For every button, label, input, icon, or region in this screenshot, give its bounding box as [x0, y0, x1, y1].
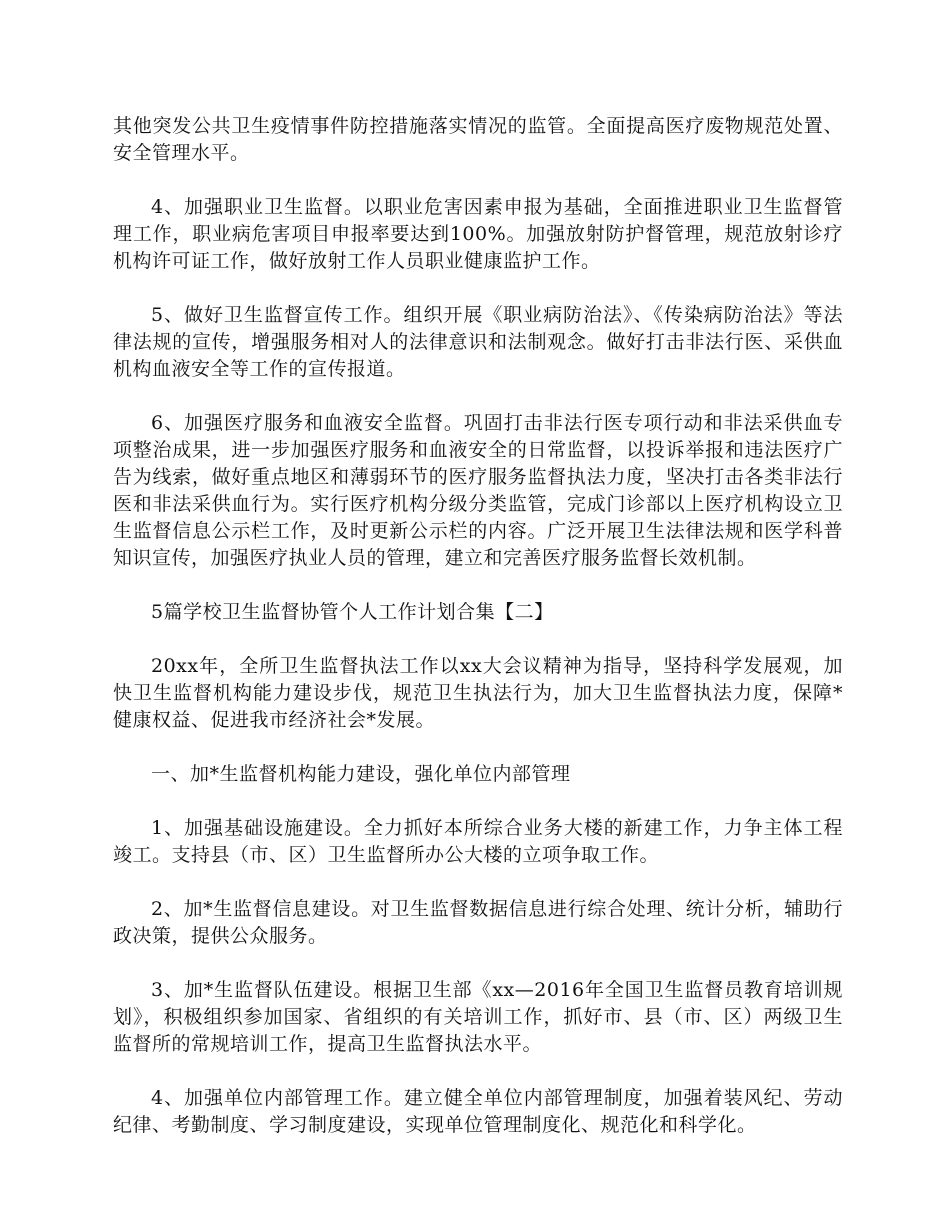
- section-heading: 5篇学校卫生监督协管个人工作计划合集【二】: [151, 601, 554, 623]
- paragraph-6: 20xx年，全所卫生监督执法工作以xx大会议精神为指导，坚持科学发展观，加快卫生监督机构能力建设步伐，规范卫生执法行为，加大卫生监督执法力度，保障*健康权益、促进我市经济社会*发展。: [113, 655, 843, 731]
- paragraph-1: 其他突发公共卫生疫情事件防控措施落实情况的监管。全面提高医疗废物规范处置、安全管理水平。: [113, 115, 843, 164]
- paragraph-11: 4、加强单位内部管理工作。建立健全单位内部管理制度，加强着装风纪、劳动纪律、考勤制度、学习制度建设，实现单位管理制度化、规范化和科学化。: [113, 1087, 843, 1136]
- paragraph-8: 1、加强基础设施建设。全力抓好本所综合业务大楼的新建工作，力争主体工程竣工。支持县（市、区）卫生监督所办公大楼的立项争取工作。: [113, 817, 843, 866]
- paragraph-2: 4、加强职业卫生监督。以职业危害因素申报为基础，全面推进职业卫生监督管理工作，职业病危害项目申报率要达到100%。加强放射防护督管理，规范放射诊疗机构许可证工作，做好放射工作人员职业健康监护工作。: [113, 196, 843, 272]
- paragraph-10: 3、加*生监督队伍建设。根据卫生部《xx—2016年全国卫生监督员教育培训规划》，积极组织参加国家、省组织的有关培训工作，抓好市、县（市、区）两级卫生监督所的常规培训工作，提高卫生监督执法水平。: [113, 979, 843, 1055]
- paragraph-4: 6、加强医疗服务和血液安全监督。巩固打击非法行医专项行动和非法采供血专项整治成果，进一步加强医疗服务和血液安全的日常监督，以投诉举报和违法医疗广告为线索，做好重点地区和薄弱环节的医疗服务监督执法力度，坚决打击各类非法行医和非法采供血行为。实行医疗机构分级分类监管，完成门诊部以上医疗机构设立卫生监督信息公示栏工作，及时更新公示栏的内容。广泛开展卫生法律法规和医学科普知识宣传，加强医疗执业人员的管理，建立和完善医疗服务监督长效机制。: [113, 412, 843, 569]
- document-body: [113, 113, 843, 1166]
- paragraph-9: 2、加*生监督信息建设。对卫生监督数据信息进行综合处理、统计分析，辅助行政决策，提供公众服务。: [113, 898, 843, 947]
- subsection-heading: 一、加*生监督机构能力建设，强化单位内部管理: [151, 763, 571, 785]
- paragraph-3: 5、做好卫生监督宣传工作。组织开展《职业病防治法》、《传染病防治法》等法律法规的宣传，增强服务相对人的法律意识和法制观念。做好打击非法行医、采供血机构血液安全等工作的宣传报道。: [113, 304, 843, 380]
